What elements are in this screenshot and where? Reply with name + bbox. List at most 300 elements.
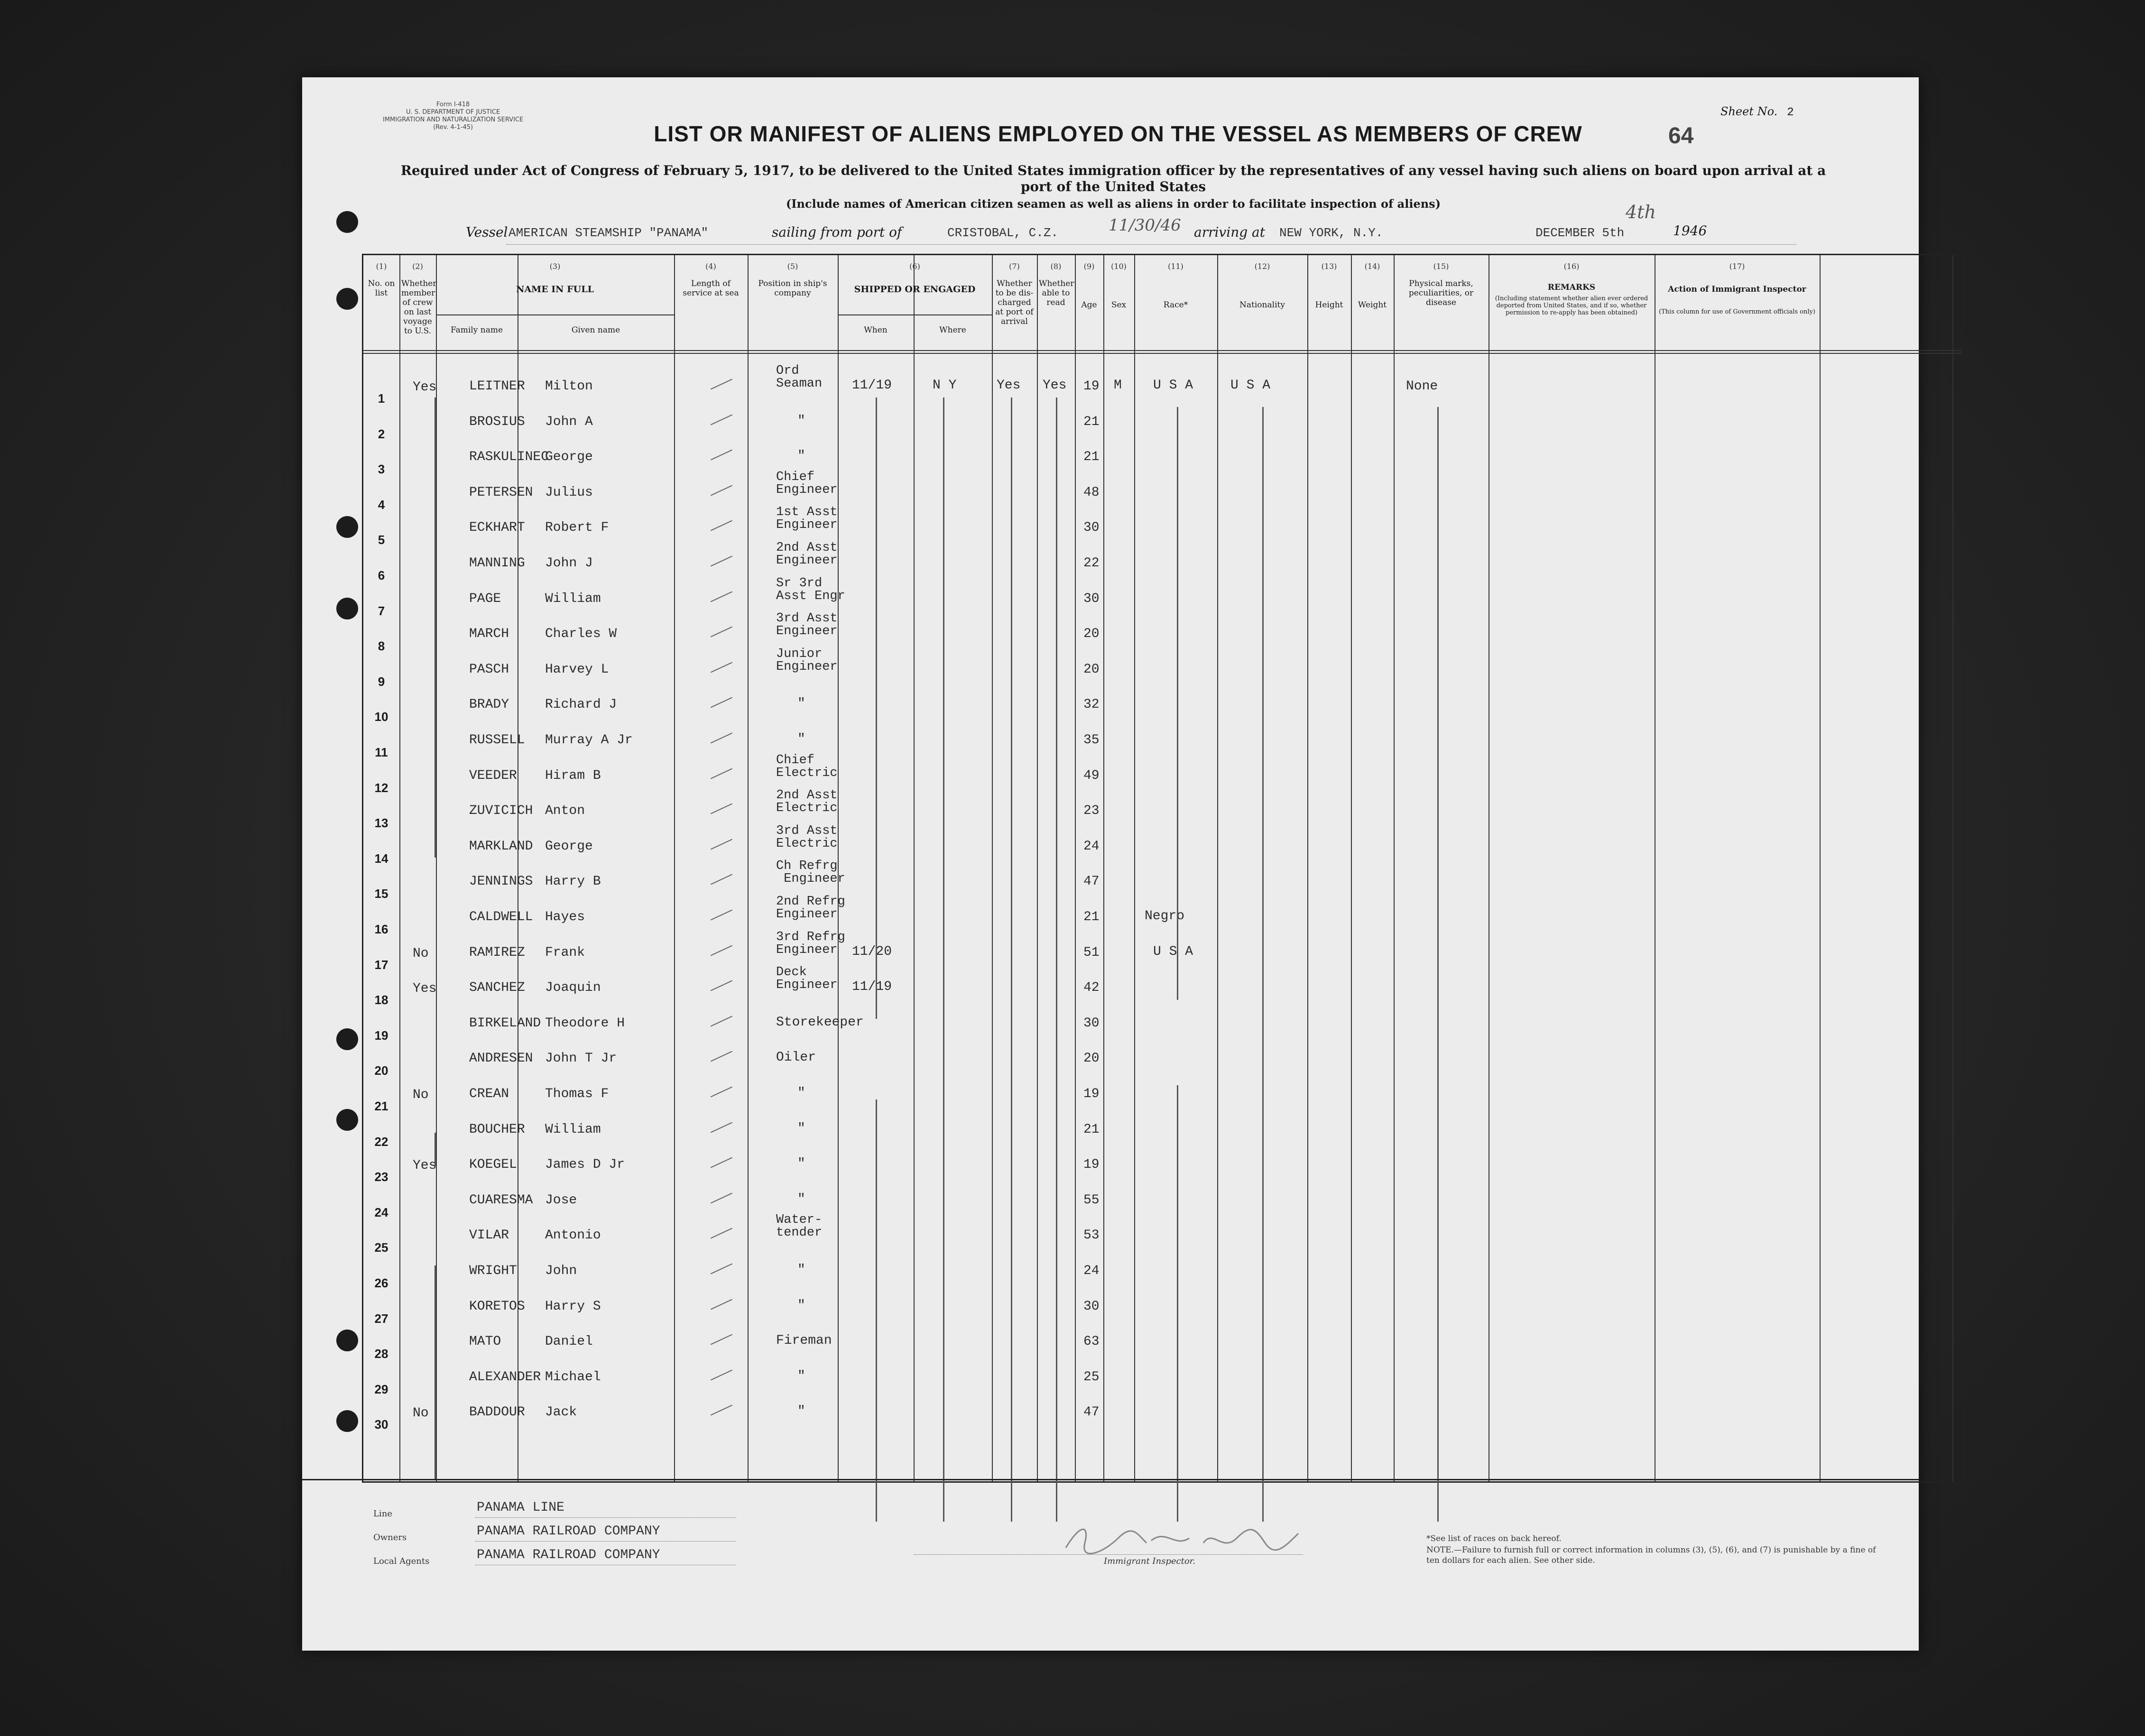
position-in-ship: 2nd Asst Engineer	[776, 541, 838, 568]
row-number: 20	[374, 1063, 388, 1078]
statute-subtitle: Required under Act of Congress of February 5, 1917, to be delivered to the United States immigration officer by the representatives of any vessel having such aliens on board upon arrival at a port of the United States	[400, 163, 1826, 194]
column-number: (8)	[1050, 262, 1062, 271]
given-name: Milton	[545, 379, 593, 394]
ditto-mark	[1177, 407, 1178, 1000]
service-length-mark	[711, 980, 732, 991]
remarks-note: (Including statement whether alien ever ordered deported from United States, and if so, whether permission to re-apply has been obtained)	[1495, 295, 1648, 316]
sheet-number-label: Sheet No.	[1720, 105, 1778, 118]
position-in-ship: "	[797, 413, 805, 428]
position-in-ship: "	[797, 449, 805, 464]
row-number: 28	[374, 1347, 388, 1361]
given-name: John	[545, 1264, 577, 1278]
family-name: BRADY	[469, 697, 509, 712]
position-in-ship: "	[797, 1191, 805, 1207]
given-name: Charles W	[545, 627, 617, 642]
form-number: Form I-418	[436, 101, 470, 108]
service-length-mark	[711, 768, 732, 779]
ditto-mark	[1011, 397, 1012, 1522]
given-name: Harry S	[545, 1299, 601, 1314]
sheet-number	[1720, 105, 1794, 119]
column-rule	[914, 255, 915, 1481]
given-name: George	[545, 450, 593, 465]
service-length-mark	[711, 874, 732, 885]
crew-manifest-table	[362, 254, 1963, 1483]
inspector-label: Immigrant Inspector.	[1104, 1556, 1196, 1566]
position-in-ship: Water- tender	[776, 1213, 823, 1240]
crew-last-voyage: No	[413, 1088, 429, 1102]
ditto-mark	[1056, 397, 1057, 1522]
age: 22	[1083, 556, 1100, 571]
family-name: ZUVICICH	[469, 803, 533, 819]
position-in-ship: Ch Refrg Engineer	[776, 859, 845, 886]
position-in-ship: "	[797, 696, 805, 711]
column-header: SHIPPED OR ENGAGED	[854, 284, 976, 295]
department-name: U. S. DEPARTMENT OF JUSTICE	[406, 109, 500, 116]
service-length-mark	[711, 485, 732, 496]
column-header: Nationality	[1239, 300, 1285, 310]
punch-hole	[336, 1109, 358, 1131]
age: 35	[1083, 733, 1100, 748]
family-name: RASKULINEC	[469, 450, 549, 465]
position-in-ship: "	[797, 1263, 805, 1277]
sex: M	[1114, 378, 1122, 393]
instructions-subtitle: (Include names of American citizen seamen as well as aliens in order to facilitate inspection of aliens)	[786, 197, 1441, 211]
age: 24	[1083, 839, 1100, 854]
ditto-mark	[1437, 407, 1439, 1522]
given-name: Hayes	[545, 910, 585, 924]
family-name: RAMIREZ	[469, 945, 525, 960]
family-name: MARCH	[469, 627, 509, 642]
age: 25	[1083, 1369, 1100, 1385]
given-name: George	[545, 839, 593, 854]
position-in-ship: 3rd Refrg Engineer	[776, 930, 845, 957]
position-in-ship: Ord Seaman	[776, 364, 823, 391]
signature-drawing	[1052, 1519, 1317, 1557]
given-name: Murray A Jr	[545, 733, 633, 748]
column-rule	[1307, 255, 1308, 1481]
given-name: Antonio	[545, 1228, 601, 1243]
form-identifier	[383, 101, 523, 131]
position-in-ship: 3rd Asst Engineer	[776, 611, 838, 639]
column-header: Height	[1315, 300, 1343, 310]
age: 51	[1083, 945, 1100, 960]
position-in-ship: "	[797, 732, 805, 747]
line-value: PANAMA LINE	[477, 1500, 564, 1515]
family-name: BROSIUS	[469, 414, 525, 429]
position-in-ship: 1st Asst Engineer	[776, 505, 838, 533]
given-name: Theodore H	[545, 1016, 625, 1031]
age: 20	[1083, 662, 1100, 677]
row-number: 7	[378, 603, 385, 618]
shipped-when: 11/19	[852, 378, 892, 393]
family-name: MATO	[469, 1334, 501, 1349]
column-header: NAME IN FULL	[516, 284, 594, 295]
service-length-mark	[711, 414, 732, 425]
age: 42	[1083, 980, 1100, 996]
column-header: Action of Immigrant Inspector	[1668, 285, 1806, 294]
family-name: CALDWELL	[469, 910, 533, 924]
column-rule	[1351, 255, 1352, 1481]
ditto-mark	[876, 1099, 877, 1522]
row-number: 13	[374, 816, 388, 831]
service-length-mark	[711, 1405, 732, 1416]
column-rule	[1037, 255, 1038, 1481]
column-number: (6)	[909, 262, 920, 271]
handwritten-number: 64	[1668, 123, 1694, 148]
age: 20	[1083, 1051, 1100, 1066]
row-number: 15	[374, 886, 388, 901]
column-number: (4)	[705, 262, 716, 271]
row-number: 26	[374, 1276, 388, 1290]
column-rule	[748, 255, 749, 1481]
position-in-ship: "	[797, 1086, 805, 1100]
given-name: Michael	[545, 1369, 601, 1385]
family-name: KOEGEL	[469, 1157, 517, 1173]
given-name: Jose	[545, 1192, 577, 1208]
race: U S A	[1153, 944, 1193, 959]
position-in-ship: "	[797, 1156, 805, 1172]
row-number: 8	[378, 639, 385, 654]
family-name: BIRKELAND	[469, 1016, 541, 1031]
service-length-mark	[711, 910, 732, 921]
service-length-mark	[711, 1334, 732, 1345]
given-name: John T Jr	[545, 1051, 617, 1066]
given-name: Hiram B	[545, 768, 601, 783]
column-header: REMARKS	[1547, 283, 1596, 292]
punch-hole	[336, 211, 358, 233]
service-length-mark	[711, 1192, 732, 1203]
column-header: Whether able to read	[1039, 279, 1074, 307]
agents-value: PANAMA RAILROAD COMPANY	[477, 1548, 660, 1562]
punch-hole	[336, 1028, 358, 1050]
family-name: VEEDER	[469, 768, 517, 783]
row-number: 10	[374, 710, 388, 724]
service-length-mark	[711, 379, 732, 390]
column-header: Whether member of crew on last voyage to U.S.	[401, 279, 437, 336]
punch-hole	[336, 516, 358, 538]
punch-hole	[336, 598, 358, 619]
service-length-mark	[711, 627, 732, 637]
age: 21	[1083, 450, 1100, 465]
shipped-when: 11/20	[852, 944, 892, 959]
ditto-mark	[435, 397, 436, 858]
punch-hole	[336, 288, 358, 310]
family-name: MARKLAND	[469, 839, 533, 854]
column-rule	[436, 255, 437, 1481]
given-name: John J	[545, 556, 593, 571]
row-number: 17	[374, 957, 388, 972]
family-name: SANCHEZ	[469, 980, 525, 996]
family-name: MANNING	[469, 556, 525, 571]
column-rule	[1217, 255, 1218, 1481]
given-name: Thomas F	[545, 1087, 609, 1101]
column-header: Whether to be dis-charged at port of arrival	[995, 279, 1034, 326]
position-in-ship: Deck Engineer	[776, 965, 838, 993]
row-number: 1	[378, 391, 385, 406]
position-in-ship: "	[797, 1298, 805, 1313]
column-header: Age	[1081, 300, 1097, 310]
service-length-mark	[711, 945, 732, 956]
service-length-mark	[711, 1299, 732, 1310]
family-name: WRIGHT	[469, 1264, 517, 1278]
manifest-sheet	[302, 77, 1919, 1651]
sheet-number-value: 2	[1787, 106, 1794, 119]
subheader-rule	[838, 314, 992, 315]
race: U S A	[1153, 378, 1193, 393]
position-in-ship: 2nd Refrg Engineer	[776, 895, 845, 922]
column-rule	[1952, 255, 1953, 1481]
age: 21	[1083, 910, 1100, 924]
row-number: 16	[374, 922, 388, 936]
column-rule	[1820, 255, 1821, 1481]
service-length-mark	[711, 733, 732, 744]
service-length-mark	[711, 839, 732, 850]
position-in-ship: Storekeeper	[776, 1015, 864, 1030]
service-length-mark	[711, 1369, 732, 1380]
row-number: 3	[378, 462, 385, 477]
age: 23	[1083, 803, 1100, 819]
family-name: CUARESMA	[469, 1192, 533, 1208]
form-revision: (Rev. 4-1-45)	[433, 124, 473, 131]
row-number: 6	[378, 568, 385, 582]
column-header: No. on list	[368, 279, 395, 298]
row-number: 14	[374, 851, 388, 866]
subcolumn-header-family: Family name	[450, 325, 503, 335]
family-name: LEITNER	[469, 379, 525, 394]
shipped-where: N Y	[933, 378, 957, 393]
handwritten-departure-date: 11/30/46	[1109, 216, 1181, 235]
row-number: 19	[374, 1028, 388, 1043]
position-in-ship: Fireman	[776, 1333, 832, 1348]
sailing-label: sailing from port of	[772, 224, 902, 240]
header-rule	[363, 353, 1962, 354]
discharged-at-port: Yes	[997, 378, 1021, 393]
service-length-mark	[711, 662, 732, 673]
column-rule	[1103, 255, 1104, 1481]
row-number: 21	[374, 1099, 388, 1113]
row-number: 22	[374, 1134, 388, 1149]
column-number: (7)	[1009, 262, 1020, 271]
age: 32	[1083, 697, 1100, 712]
ditto-mark	[943, 397, 944, 1522]
row-number: 4	[378, 497, 385, 512]
ditto-mark	[435, 1265, 436, 1479]
vessel-name: AMERICAN STEAMSHIP "PANAMA"	[509, 226, 709, 240]
arrival-year: 1946	[1673, 223, 1707, 239]
age: 20	[1083, 627, 1100, 642]
column-header: Position in ship's company	[758, 279, 827, 298]
row-number: 12	[374, 780, 388, 795]
column-rule	[1075, 255, 1076, 1481]
position-in-ship: Chief Electric	[776, 753, 838, 780]
subcolumn-header-when: When	[864, 325, 888, 335]
column-number: (14)	[1364, 262, 1380, 271]
action-note: (This column for use of Government officials only)	[1659, 308, 1815, 315]
row-number: 30	[374, 1417, 388, 1432]
position-in-ship: "	[797, 1404, 805, 1419]
column-number: (11)	[1168, 262, 1183, 271]
column-number: (13)	[1321, 262, 1337, 271]
age: 21	[1083, 1122, 1100, 1137]
age: 19	[1083, 1157, 1100, 1173]
age: 63	[1083, 1334, 1100, 1349]
signature-line	[914, 1554, 1303, 1555]
column-rule	[1134, 255, 1135, 1481]
arrival-port: NEW YORK, N.Y.	[1279, 226, 1383, 240]
service-length-mark	[711, 1087, 732, 1098]
age: 30	[1083, 1016, 1100, 1031]
age: 49	[1083, 768, 1100, 783]
row-number: 23	[374, 1170, 388, 1184]
service-name: IMMIGRATION AND NATURALIZATION SERVICE	[383, 116, 524, 123]
service-length-mark	[711, 450, 732, 461]
family-name: ALEXANDER	[469, 1369, 541, 1385]
service-length-mark	[711, 1157, 732, 1168]
given-name: Daniel	[545, 1334, 593, 1349]
service-length-mark	[711, 520, 732, 531]
header-rule	[363, 350, 1962, 351]
crew-last-voyage: Yes	[413, 1158, 437, 1173]
given-name: John A	[545, 414, 593, 429]
family-name: VILAR	[469, 1228, 509, 1243]
age: 47	[1083, 1405, 1100, 1420]
column-rule	[1394, 255, 1395, 1481]
family-name: JENNINGS	[469, 874, 533, 889]
given-name: William	[545, 1122, 601, 1137]
family-name: BOUCHER	[469, 1122, 525, 1137]
ditto-mark	[1262, 407, 1264, 1522]
position-in-ship: Junior Engineer	[776, 646, 838, 674]
row-number: 18	[374, 993, 388, 1007]
row-number: 2	[378, 426, 385, 441]
column-number: (5)	[787, 262, 798, 271]
crew-last-voyage: No	[413, 1406, 429, 1421]
service-length-mark	[711, 1122, 732, 1133]
agents-label: Local Agents	[373, 1556, 430, 1566]
family-name: PASCH	[469, 662, 509, 677]
age: 53	[1083, 1228, 1100, 1243]
line-underline	[475, 1517, 736, 1518]
column-number: (9)	[1083, 262, 1095, 271]
handwritten-arrival-correction: 4th	[1626, 202, 1656, 222]
crew-last-voyage: Yes	[413, 981, 437, 997]
column-header: Race*	[1163, 300, 1188, 310]
column-header: Weight	[1358, 300, 1387, 310]
crew-last-voyage: Yes	[413, 380, 437, 395]
family-name: PETERSEN	[469, 485, 533, 500]
position-in-ship: "	[797, 1121, 805, 1136]
age: 19	[1083, 1087, 1100, 1101]
given-name: Joaquin	[545, 980, 601, 996]
age: 48	[1083, 485, 1100, 500]
owners-label: Owners	[373, 1533, 407, 1542]
row-number: 25	[374, 1240, 388, 1255]
arriving-label: arriving at	[1194, 224, 1265, 240]
family-name: BADDOUR	[469, 1405, 525, 1420]
age: 30	[1083, 1299, 1100, 1314]
vessel-label: Vessel	[466, 224, 508, 240]
given-name: James D Jr	[545, 1157, 625, 1173]
inspector-signature	[1052, 1519, 1317, 1559]
age: 19	[1083, 379, 1100, 394]
arrival-date: DECEMBER 5th	[1535, 226, 1625, 240]
ditto-mark	[435, 1133, 436, 1166]
column-header: Physical marks, peculiarities, or disease	[1408, 279, 1474, 307]
family-name: KORETOS	[469, 1299, 525, 1314]
family-name: RUSSELL	[469, 733, 525, 748]
footer-divider	[302, 1479, 1919, 1480]
races-note: *See list of races on back hereof.	[1426, 1534, 1562, 1543]
service-length-mark	[711, 697, 732, 708]
position-in-ship: Chief Engineer	[776, 470, 838, 497]
service-length-mark	[711, 591, 732, 602]
page-title: LIST OR MANIFEST OF ALIENS EMPLOYED ON THE VESSEL AS MEMBERS OF CREW	[654, 121, 1582, 146]
row-number: 27	[374, 1311, 388, 1326]
column-rule	[674, 255, 675, 1481]
given-name: Robert F	[545, 520, 609, 536]
row-number: 24	[374, 1205, 388, 1219]
family-name: PAGE	[469, 591, 501, 606]
subheader-rule	[436, 314, 674, 315]
subcolumn-header-given: Given name	[571, 325, 620, 335]
column-number: (16)	[1563, 262, 1580, 271]
given-name: Julius	[545, 485, 593, 500]
column-rule	[399, 255, 400, 1481]
given-name: William	[545, 591, 601, 606]
column-header: Length of service at sea	[683, 279, 739, 298]
owners-value: PANAMA RAILROAD COMPANY	[477, 1524, 660, 1539]
owners-underline	[475, 1541, 736, 1542]
row-number: 11	[375, 745, 388, 759]
punch-hole	[336, 1330, 358, 1351]
age: 55	[1083, 1192, 1100, 1208]
given-name: Frank	[545, 945, 585, 960]
position-in-ship: 2nd Asst Electric	[776, 788, 838, 816]
given-name: Harvey L	[545, 662, 609, 677]
row-number: 9	[378, 674, 385, 689]
family-name: ANDRESEN	[469, 1051, 533, 1066]
row-number: 5	[378, 533, 385, 547]
crew-last-voyage: No	[413, 946, 429, 961]
column-number: (3)	[549, 262, 561, 271]
ditto-mark	[876, 397, 877, 1019]
penalty-note: NOTE.—Failure to furnish full or correct information in columns (3), (5), (6), and (7) is punishable by a fine of ten dollars for each alien. See other side.	[1426, 1545, 1876, 1565]
given-name: Anton	[545, 803, 585, 819]
column-number: (17)	[1729, 262, 1745, 271]
position-in-ship: "	[797, 1368, 805, 1384]
column-header: Sex	[1111, 300, 1127, 310]
given-name: Richard J	[545, 697, 617, 712]
physical-marks: None	[1406, 379, 1438, 394]
nationality: U S A	[1230, 378, 1271, 393]
punch-hole	[336, 1410, 358, 1432]
service-length-mark	[711, 1051, 732, 1062]
family-name: ECKHART	[469, 520, 525, 536]
age: 30	[1083, 520, 1100, 536]
line-label: Line	[373, 1509, 392, 1519]
age: 30	[1083, 591, 1100, 606]
column-number: (1)	[376, 262, 387, 271]
column-number: (12)	[1254, 262, 1270, 271]
family-name: CREAN	[469, 1087, 509, 1101]
service-length-mark	[711, 1228, 732, 1239]
service-length-mark	[711, 1016, 732, 1026]
age: 24	[1083, 1264, 1100, 1278]
shipped-when: 11/19	[852, 979, 892, 995]
departure-port: CRISTOBAL, C.Z.	[947, 226, 1059, 240]
row-number: 29	[374, 1382, 388, 1396]
age: 21	[1083, 414, 1100, 429]
